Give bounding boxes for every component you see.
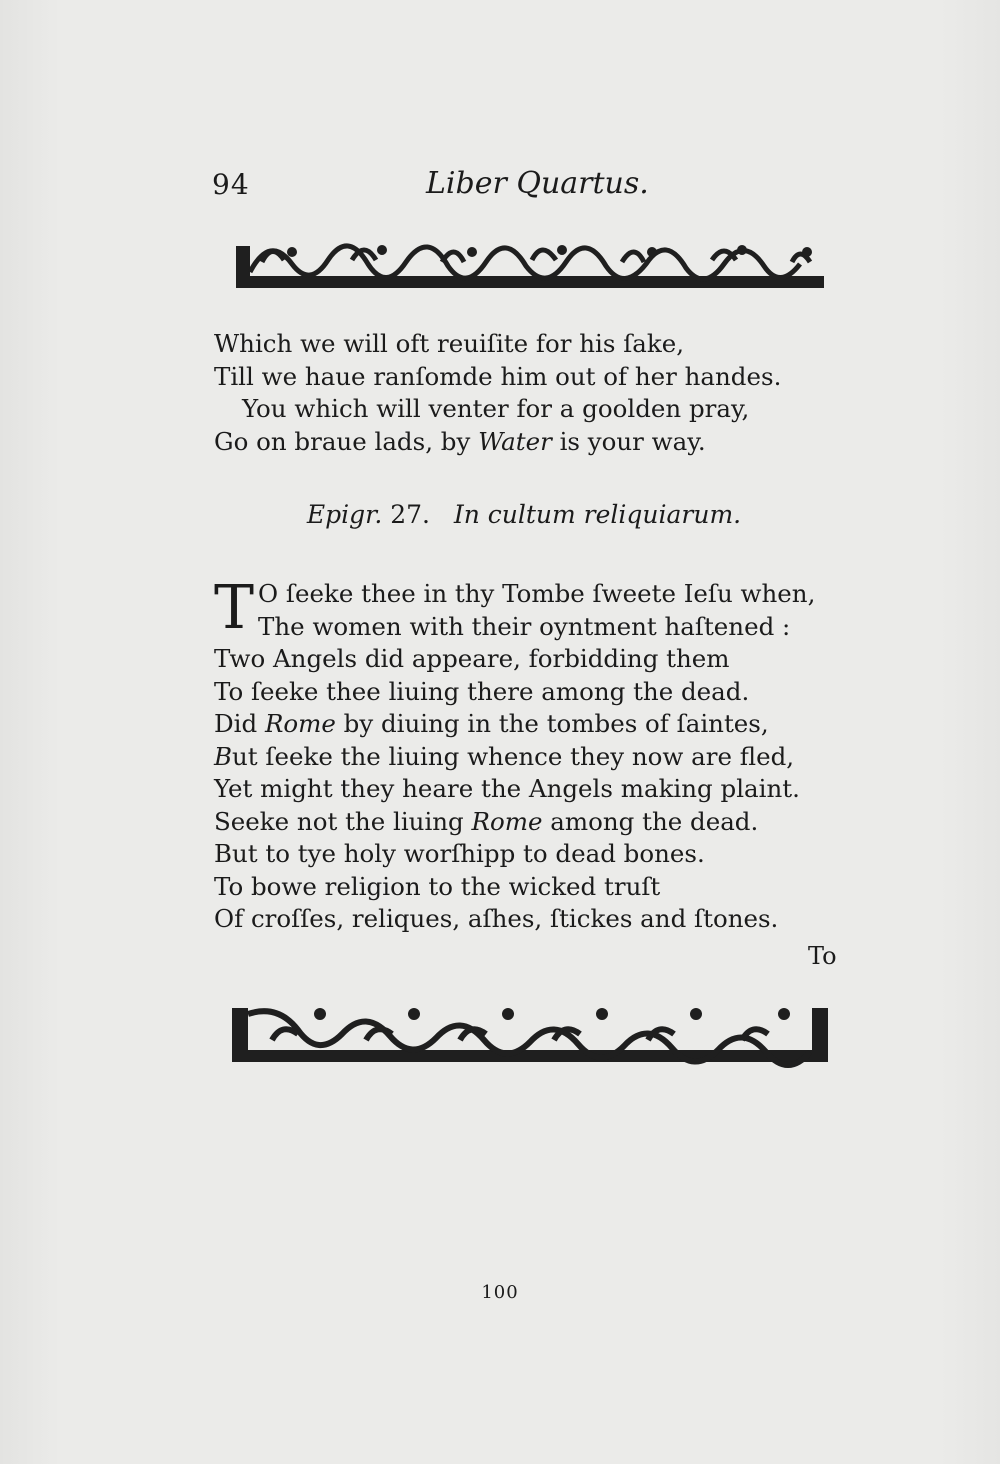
page-number: 94 <box>212 168 250 201</box>
verse-text: Did <box>214 709 265 738</box>
epigram-heading <box>214 500 834 529</box>
verse-text: Seeke not the liuing <box>214 806 472 836</box>
verse-line <box>214 806 800 839</box>
verse-line: Till we haue ranſomde him out of her handes. <box>214 361 782 391</box>
catchword: To <box>808 942 837 970</box>
verse-line: The women with their oyntment haſtened : <box>258 611 791 641</box>
top-ornament-icon <box>232 232 828 294</box>
verse-line: O ſeeke thee in thy Tombe ſweete Ieſu when, <box>258 579 816 608</box>
folio-number: 100 <box>481 1282 519 1303</box>
verse-line: To bowe religion to the wicked truſt <box>214 871 661 901</box>
verse-text: by diuing in the tombes of ſaintes, <box>335 709 769 738</box>
running-title: Liber Quartus. <box>426 166 649 201</box>
verse-italic: Rome <box>264 709 336 738</box>
drop-capital: T <box>214 573 255 643</box>
epigram-poem <box>214 573 816 936</box>
verse-text: Go on braue lads, by <box>214 426 479 456</box>
verse-text: is your way. <box>551 426 706 456</box>
verse-line <box>214 426 781 459</box>
top-ornament-band <box>232 232 828 294</box>
verse-line <box>214 741 800 774</box>
poem-opening <box>214 573 816 643</box>
verse-line: You which will venter for a goolden pray, <box>242 394 750 423</box>
verse-text: ut ſeeke the liuing whence they now are fled, <box>232 741 795 771</box>
epigram-title: In cultum reliquiarum. <box>453 500 742 529</box>
verse-line <box>214 708 800 741</box>
verse-italic: B <box>214 741 233 771</box>
verse-line: To ſeeke thee liuing there among the dead. <box>214 676 750 706</box>
page-header <box>212 160 832 210</box>
verse-line: Which we will oft reuiſite for his ſake, <box>214 329 685 358</box>
bottom-ornament-band <box>232 1000 828 1070</box>
verse-text: among the dead. <box>542 806 759 836</box>
verse-line: Two Angels did appeare, forbidding them <box>214 644 730 673</box>
bottom-ornament-icon <box>232 1000 828 1070</box>
verse-line: Of croſſes, reliques, aſhes, ſtickes and ſtones. <box>214 904 779 933</box>
verse-italic: Rome <box>471 806 543 836</box>
verse-line: But to tye holy worſhipp to dead bones. <box>214 839 705 868</box>
epigram-number: 27. <box>390 500 430 529</box>
verse-line: Yet might they heare the Angels making plaint. <box>214 774 800 803</box>
epigram-label: Epigr. <box>306 500 383 529</box>
stanza-one <box>214 328 781 458</box>
verse-italic: Water <box>478 426 552 456</box>
